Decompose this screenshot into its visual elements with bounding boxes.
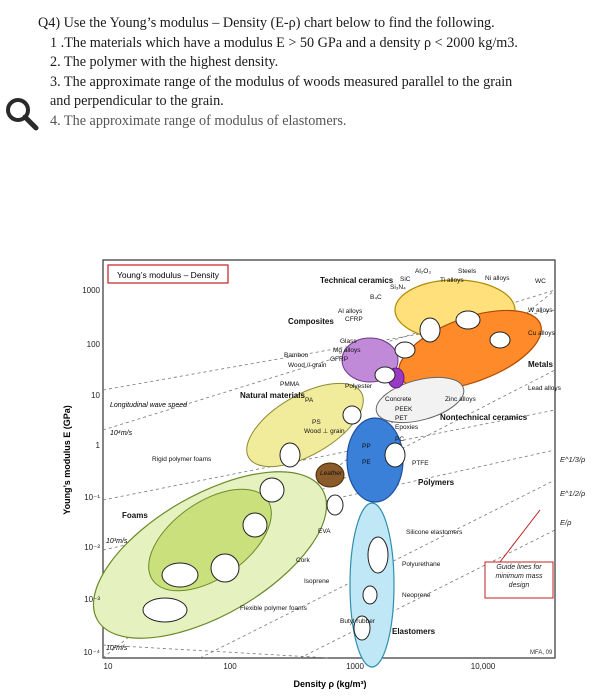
search-icon[interactable] bbox=[4, 96, 40, 132]
y-tick: 1000 bbox=[82, 286, 100, 295]
label-epoxies: Epoxies bbox=[395, 424, 419, 431]
label-ps: PS bbox=[312, 419, 321, 426]
guide-line-labels bbox=[560, 455, 586, 527]
label-polyurethane: Polyurethane bbox=[402, 561, 441, 568]
x-tick: 10 bbox=[103, 662, 113, 671]
family-composites: Composites bbox=[288, 317, 334, 326]
label-si3n4: Si₃N₄ bbox=[390, 284, 406, 291]
label-concrete: Concrete bbox=[385, 396, 412, 403]
x-axis-label: Density ρ (kg/m³) bbox=[293, 679, 367, 689]
y-tick: 10⁻¹ bbox=[84, 493, 100, 502]
label-pa: PA bbox=[305, 397, 314, 404]
chart-credit: MFA, 09 bbox=[530, 650, 553, 656]
label-isoprene: Isoprene bbox=[304, 578, 330, 585]
question-item-3-cont: and perpendicular to the grain. bbox=[50, 93, 224, 109]
label-gfrp: GFRP bbox=[330, 356, 349, 363]
y-tick: 10⁻³ bbox=[84, 595, 100, 604]
x-tick: 1000 bbox=[346, 662, 364, 671]
y-tick: 100 bbox=[86, 340, 100, 349]
label-w-alloys: W alloys bbox=[528, 307, 553, 314]
label-wood-parallel: Wood // grain bbox=[288, 362, 327, 369]
label-pp: PP bbox=[362, 443, 371, 450]
label-wood-perp: Wood ⊥ grain bbox=[304, 428, 345, 435]
y-tick: 10 bbox=[91, 391, 100, 400]
label-pe: PE bbox=[362, 459, 371, 466]
family-metals: Metals bbox=[528, 360, 553, 369]
label-flexible-foams: Flexible polymer foams bbox=[240, 605, 307, 612]
label-al2o3: Al₂O₃ bbox=[415, 268, 432, 275]
label-cu-alloys: Cu alloys bbox=[528, 330, 555, 337]
label-steels: Steels bbox=[458, 268, 477, 275]
label-al-alloys: Al alloys bbox=[338, 308, 363, 315]
label-pet: PET bbox=[395, 415, 408, 422]
label-b4c: B₄C bbox=[370, 294, 382, 301]
label-zinc-alloys: Zinc alloys bbox=[445, 396, 476, 403]
family-elastomers: Elastomers bbox=[392, 627, 436, 636]
label-pc: PC bbox=[395, 436, 405, 443]
question-item-1: 1 .The materials which have a modulus E > 50 GPa and a density ρ < 2000 kg/m3. bbox=[50, 34, 518, 51]
label-lead-alloys: Lead alloys bbox=[528, 385, 561, 392]
speed-label: 10³m/s bbox=[106, 538, 128, 545]
speed-label: 10²m/s bbox=[106, 645, 128, 652]
label-bamboo: Bamboo bbox=[284, 352, 309, 359]
label-eva: EVA bbox=[318, 528, 331, 535]
label-peek: PEEK bbox=[395, 406, 413, 413]
label-cork: Cork bbox=[296, 557, 310, 564]
guide-label: E^1/2/ρ bbox=[560, 489, 586, 498]
label-silicone: Silicone elastomers bbox=[406, 529, 463, 536]
label-rigid-foams: Rigid polymer foams bbox=[152, 456, 212, 463]
label-neoprene: Neoprene bbox=[402, 592, 431, 599]
label-leather: Leather bbox=[320, 470, 343, 477]
y-axis-label: Young’s modulus E (GPa) bbox=[62, 405, 72, 515]
family-natural: Natural materials bbox=[240, 391, 305, 400]
label-ptfe: PTFE bbox=[412, 460, 429, 467]
label-polyester: Polyester bbox=[345, 383, 373, 390]
question-heading: Q4) Use the Young’s modulus – Density (E-ρ) chart below to find the following. bbox=[38, 15, 495, 31]
question-text bbox=[38, 14, 598, 131]
x-axis bbox=[104, 662, 496, 671]
question-item-2: 2. The polymer with the highest density. bbox=[50, 54, 279, 70]
y-tick: 10⁻⁴ bbox=[83, 648, 100, 657]
label-sic: SiC bbox=[400, 276, 411, 283]
y-tick: 1 bbox=[95, 441, 100, 450]
label-glass: Glass bbox=[340, 338, 357, 345]
label-butyl: Butyl rubber bbox=[340, 618, 376, 625]
elastomers-envelope bbox=[350, 503, 394, 667]
label-pmma: PMMA bbox=[280, 381, 300, 388]
label-ni-alloys: Ni alloys bbox=[485, 275, 510, 282]
family-technical-ceramics: Technical ceramics bbox=[320, 276, 394, 285]
family-nontechnical-ceramics: Nontechnical ceramics bbox=[440, 413, 528, 422]
guide-box-text: Guide lines for minimum mass design bbox=[495, 564, 543, 589]
young-modulus-density-chart bbox=[0, 250, 614, 700]
question-item-4: 4. The approximate range of modulus of elastomers. bbox=[50, 112, 347, 129]
chart-title: Young’s modulus – Density bbox=[116, 270, 220, 280]
label-mg-alloys: Mg alloys bbox=[333, 347, 361, 354]
y-tick: 10⁻² bbox=[84, 543, 100, 552]
label-ti-alloys: Ti alloys bbox=[440, 277, 464, 284]
label-wc: WC bbox=[535, 278, 546, 285]
label-cfrp: CFRP bbox=[345, 316, 363, 323]
wave-speed-title: Longitudinal wave speed bbox=[110, 402, 188, 409]
guide-label: E/ρ bbox=[560, 518, 572, 527]
y-axis bbox=[82, 286, 100, 657]
guide-label: E^1/3/ρ bbox=[560, 455, 586, 464]
speed-label: 10⁴m/s bbox=[110, 430, 133, 437]
x-tick: 100 bbox=[223, 662, 237, 671]
family-polymers: Polymers bbox=[418, 478, 455, 487]
x-tick: 10,000 bbox=[470, 662, 496, 671]
family-foams: Foams bbox=[122, 511, 148, 520]
question-item-3: 3. The approximate range of the modulus of woods measured parallel to the grain bbox=[50, 73, 513, 90]
